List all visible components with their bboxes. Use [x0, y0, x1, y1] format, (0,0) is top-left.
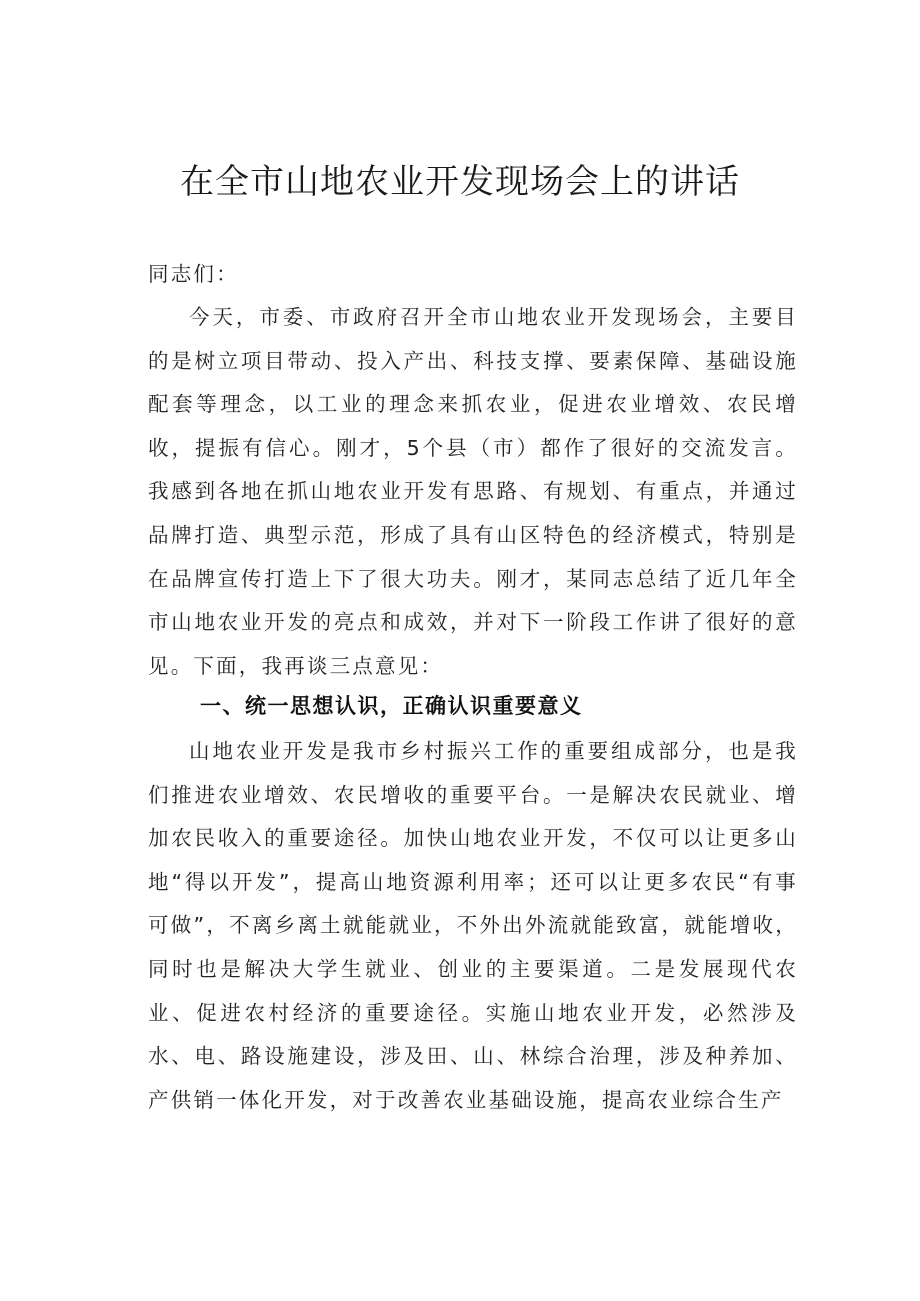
- document-title: 在全市山地农业开发现场会上的讲话: [180, 162, 740, 202]
- section-heading-1: 一、统一思想认识，正确认识重要意义: [200, 694, 583, 718]
- paragraph-intro: 今天，市委、市政府召开全市山地农业开发现场会，主要目的是树立项目带动、投入产出、科技支撑、要素保障、基础设施配套等理念，以工业的理念来抓农业，促进农业增效、农民增收，提振有信心。刚才，5个县（市）都作了很好的交流发言。我感到各地在抓山地农业开发有思路、有规划、有重点，并通过品牌打造、典型示范，形成了具有山区特色的经济模式，特别是在品牌宣传打造上下了很大功夫。刚才，某同志总结了近几年全市山地农业开发的亮点和成效，并对下一阶段工作讲了很好的意见。下面，我再谈三点意见：: [148, 305, 798, 678]
- paragraph-section-1: 山地农业开发是我市乡村振兴工作的重要组成部分，也是我们推进农业增效、农民增收的重要平台。一是解决农民就业、增加农民收入的重要途径。加快山地农业开发，不仅可以让更多山地“得以开发”，提高山地资源利用率；还可以让更多农民“有事可做”，不离乡离土就能就业，不外出外流就能致富，就能增收，同时也是解决大学生就业、创业的主要渠道。二是发展现代农业、促进农村经济的重要途径。实施山地农业开发，必然涉及水、电、路设施建设，涉及田、山、林综合治理，涉及种养加、产供销一体化开发，对于改善农业基础设施，提高农业综合生产: [148, 739, 798, 1112]
- salutation: 同志们：: [148, 262, 239, 286]
